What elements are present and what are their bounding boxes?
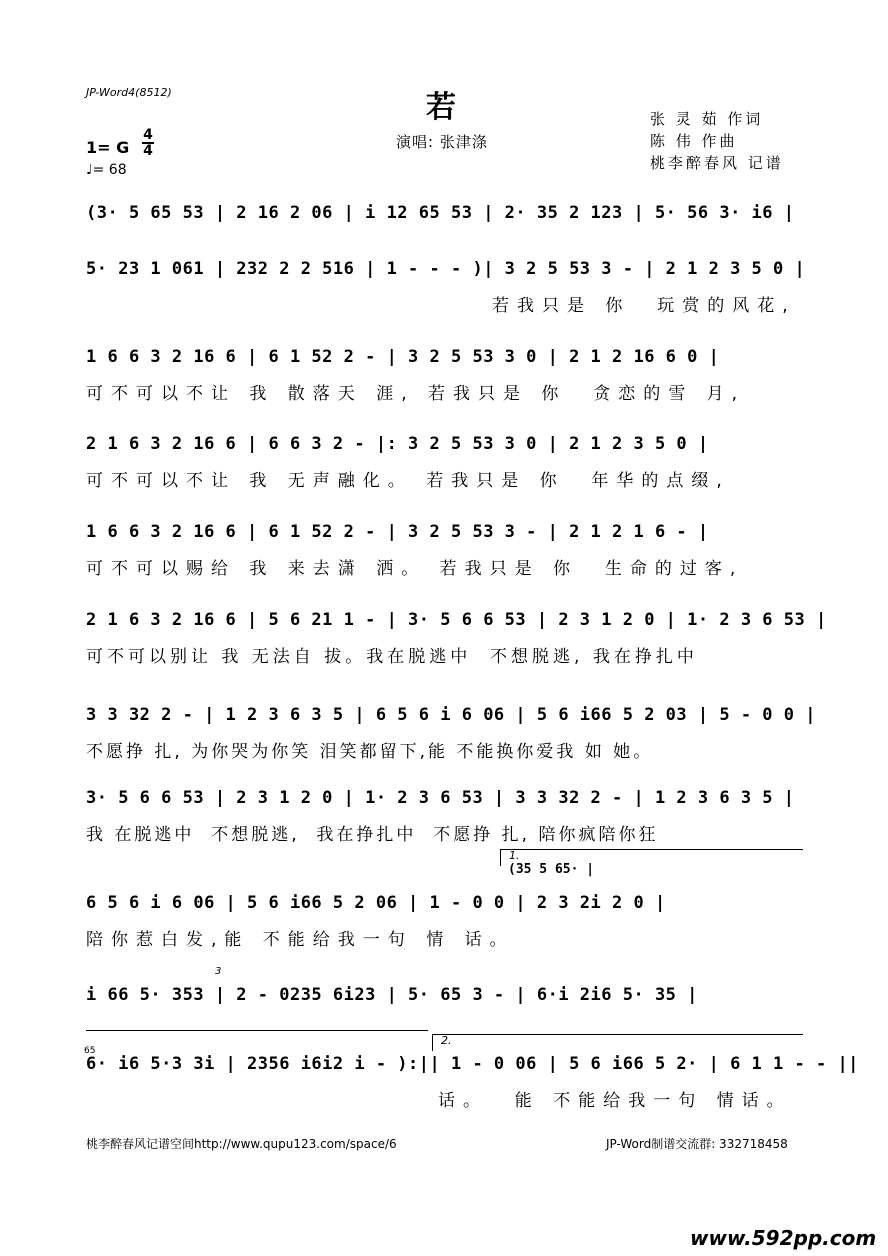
lyric-line-6: 可不可以别让 我 无法自 拔。我在脱逃中 不想脱逃, 我在挣扎中	[86, 647, 698, 667]
singer-credit: 演唱: 张津涤	[396, 133, 488, 151]
triplet-mark: 3	[215, 966, 222, 977]
score-line-1: (3· 5 65 53 | 2 16 2 06 | i 12 65 53 | 2· 35 2 123 | 5· 56 3· i6 |	[86, 203, 795, 223]
credits-block	[650, 108, 784, 174]
lyric-line-2: 若我只是 你 玩赏的风花,	[492, 296, 796, 316]
footer-right: JP-Word制谱交流群: 332718458	[606, 1137, 788, 1151]
time-numerator: 4	[143, 127, 153, 143]
lyric-line-4: 可不可以不让 我 无声融化。 若我只是 你 年华的点缀,	[86, 471, 730, 491]
first-ending-pickup: (35 5 65· |	[508, 862, 595, 877]
repeat-span-line	[86, 1030, 428, 1031]
footer-left: 桃李醉春风记谱空间http://www.qupu123.com/space/6	[86, 1137, 397, 1151]
time-denominator: 4	[143, 143, 153, 159]
composer-credit: 陈 伟 作曲	[650, 132, 738, 150]
score-line-11: 6· i6 5·3 3i | 2356 i6i2 i - ):|| 1 - 0 06 | 5 6 i66 5 2· | 6 1 1 - - ||	[86, 1054, 859, 1074]
score-line-10: i 66 5· 353 | 2 - 0235 6i23 | 5· 65 3 - | 6·i 2i6 5· 35 |	[86, 985, 698, 1005]
lyric-line-3: 可不可以不让 我 散落天 涯, 若我只是 你 贪恋的雪 月,	[86, 384, 746, 404]
software-version: JP-Word4(8512)	[86, 86, 172, 99]
second-ending-label: 2.	[441, 1034, 452, 1047]
first-ending-label: 1.	[509, 849, 520, 862]
score-line-9: 6 5 6 i 6 06 | 5 6 i66 5 2 06 | 1 - 0 0 | 2 3 2i 2 0 |	[86, 893, 666, 913]
page-title: 若	[426, 90, 456, 125]
tempo-mark: ♩= 68	[86, 162, 127, 178]
key-signature: 1= G	[86, 138, 130, 157]
score-line-3: 1 6 6 3 2 16 6 | 6 1 52 2 - | 3 2 5 53 3 0 | 2 1 2 16 6 0 |	[86, 347, 720, 367]
time-signature	[142, 128, 154, 158]
score-line-2: 5· 23 1 061 | 232 2 2 516 | 1 - - - )| 3 2 5 53 3 - | 2 1 2 3 5 0 |	[86, 259, 806, 279]
lyricist-credit: 张 灵 茹 作词	[650, 110, 764, 128]
lyric-line-8: 我 在脱逃中 不想脱逃, 我在挣扎中 不愿挣 扎, 陪你疯陪你狂	[86, 825, 659, 845]
lyric-line-7: 不愿挣 扎, 为你哭为你笑 泪笑都留下,能 不能换你爱我 如 她。	[86, 742, 654, 762]
lyric-line-9: 陪你惹白发,能 不能给我一句 情 话。	[86, 930, 515, 950]
watermark: www.592pp.com	[690, 1226, 877, 1250]
lyric-line-11: 话。 能 不能给我一句 情话。	[438, 1091, 792, 1111]
score-line-8: 3· 5 6 6 53 | 2 3 1 2 0 | 1· 2 3 6 53 | 3 3 32 2 - | 1 2 3 6 3 5 |	[86, 788, 795, 808]
second-ending-bracket	[432, 1034, 803, 1051]
score-line-7: 3 3 32 2 - | 1 2 3 6 3 5 | 6 5 6 i 6 06 | 5 6 i66 5 2 03 | 5 - 0 0 |	[86, 705, 816, 725]
score-line-5: 1 6 6 3 2 16 6 | 6 1 52 2 - | 3 2 5 53 3 - | 2 1 2 1 6 - |	[86, 522, 709, 542]
grace-note: 65	[84, 1046, 96, 1056]
lyric-line-5: 可不可以赐给 我 来去潇 洒。 若我只是 你 生命的过客,	[86, 559, 744, 579]
score-line-4: 2 1 6 3 2 16 6 | 6 6 3 2 - |: 3 2 5 53 3 0 | 2 1 2 3 5 0 |	[86, 434, 709, 454]
transcriber-credit: 桃李醉春风 记谱	[650, 154, 784, 172]
score-line-6: 2 1 6 3 2 16 6 | 5 6 21 1 - | 3· 5 6 6 53 | 2 3 1 2 0 | 1· 2 3 6 53 |	[86, 610, 827, 630]
